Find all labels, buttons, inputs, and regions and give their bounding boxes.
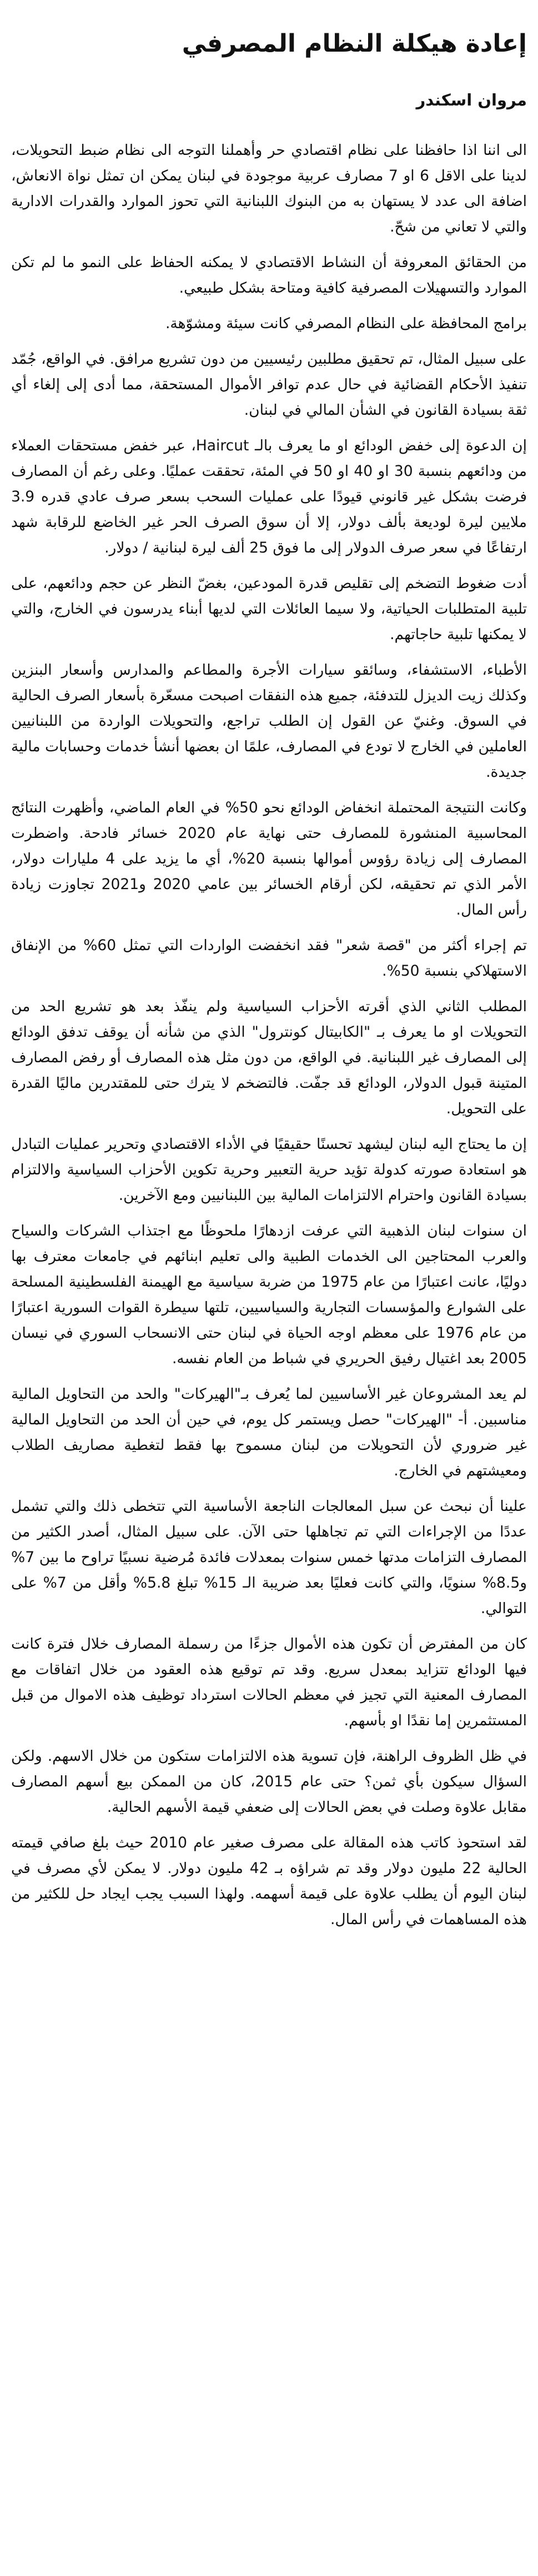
- article-paragraph: علينا أن نبحث عن سبل المعالجات الناجعة الأساسية التي تتخطى ذلك والتي تشمل عددًا من الإجراءات التي تم تجاهلها حتى الآن. على سبيل المثال، أصدر الكثير من المصارف التزامات مدتها خمس سنوات بمعدلات فائدة مُرضية نسبيًا تراوح ما بين 7% و8.5% سنويًا، والتي كانت فعليًا بعد ضريبة الـ 15% تبلغ 5.8% وأقل من 7% على التوالي.: [11, 1498, 527, 1617]
- article-paragraph: إن ما يحتاج اليه لبنان ليشهد تحسنًا حقيقيًا في الأداء الاقتصادي وتحرير عمليات التبادل هو استعادة صورته كدولة تؤيد حرية التعبير وحرية تكوين الأحزاب السياسية والالتزام بسيادة القانون واحترام الالتزامات المالية بين اللبنانيين ومع الآخرين.: [11, 1136, 527, 1204]
- article-paragraph: لم يعد المشروعان غير الأساسيين لما يُعرف بـ"الهيركات" والحد من التحاويل المالية مناسبين. أ- "الهيركات" حصل ويستمر كل يوم، في حين أن الحد من التحاويل المالية غير ضروري لأن التحويلات من لبنان مسموح بها فقط لتغطية مصاريف الطلاب ومعيشتهم في الخارج.: [11, 1385, 527, 1479]
- article-title: إعادة هيكلة النظام المصرفي: [182, 29, 527, 58]
- article-author: مروان اسكندر: [416, 91, 527, 109]
- article-paragraph: لقد استحوذ كاتب هذه المقالة على مصرف صغير عام 2010 حيث بلغ صافي قيمته الحالية 22 مليون دولار وقد تم شراؤه بـ 42 مليون دولار. لا يمكن لأي مصرف في لبنان اليوم أن يطلب علاوة على قيمة أسهمه. ولهذا السبب يجب ايجاد حل للكثير من هذه المساهمات في رأس المال.: [11, 1834, 527, 1928]
- article-paragraph: ان سنوات لبنان الذهبية التي عرفت ازدهارًا ملحوظًا مع اجتذاب الشركات والسياح والعرب المحتاجين الى الخدمات الطبية والى تعليم ابنائهم في جامعات معترف بها دوليًا، عانت اعتبارًا من عام 1975 من ضربة سياسية مع الهيمنة الفلسطينية المسلحة على الشوارع والمؤسسات التجارية والسياسيين، تلتها سيطرة القوات السورية اعتبارًا من عام 1976 على معظم اوجه الحياة في لبنان حتى الانسحاب السوري في نيسان 2005 بعد اغتيال رفيق الحريري في شباط من العام نفسه.: [11, 1222, 527, 1367]
- article-paragraph: إن الدعوة إلى خفض الودائع او ما يعرف بالـ Haircut، عبر خفض مستحقات العملاء من ودائعهم بنسبة 30 او 40 او 50 في المئة، تحققت عمليًا. وعلى رغم أن المصارف فرضت بشكل غير قانوني قيودًا على عمليات السحب بسعر صرف عادي قدره 3.9 ملايين ليرة لوديعة بألف دولار، إلا أن سوق الصرف الحر غير الخاضع للرقابة شهد ارتفاعًا في سعر صرف الدولار إلى ما فوق 25 ألف ليرة لبنانية / دولار.: [11, 437, 527, 556]
- article-paragraph: وكانت النتيجة المحتملة انخفاض الودائع نحو 50% في العام الماضي، وأظهرت النتائج المحاسبية المنشورة للمصارف حتى نهاية عام 2020 خسائر فادحة. واضطرت المصارف إلى زيادة رؤوس أموالها بنسبة 20%، أي ما يزيد على 4 مليارات دولار، الأمر الذي تم تحقيقه، لكن أرقام الخسائر بين عامي 2020 و2021 تجاوزت زيادة رأس المال.: [11, 799, 527, 918]
- article-paragraph: في ظل الظروف الراهنة، فإن تسوية هذه الالتزامات ستكون من خلال الاسهم. ولكن السؤال سيكون بأي ثمن؟ حتى عام 2015، كان من الممكن بيع أسهم المصارف مقابل علاوة وصلت في بعض الحالات إلى ضعفي قيمة الأسهم الحالية.: [11, 1748, 527, 1816]
- article-paragraph: كان من المفترض أن تكون هذه الأموال جزءًا من رسملة المصارف خلال فترة كانت فيها الودائع تتزايد بمعدل سريع. وقد تم توقيع هذه العقود من خلال اتفاقات مع المصارف المعنية التي تجيز في معظم الحالات استرداد توظيف هذه الاموال من قبل المستثمرين إما نقدًا او بأسهم.: [11, 1635, 527, 1729]
- article-paragraph: على سبيل المثال، تم تحقيق مطلبين رئيسيين من دون تشريع مرافق. في الواقع، جُمّد تنفيذ الأحكام القضائية في حال عدم توافر الأموال المستحقة، مما أدى إلى إلغاء أي ثقة بسيادة القانون في الشأن المالي في لبنان.: [11, 350, 527, 419]
- article-paragraph: أدت ضغوط التضخم إلى تقليص قدرة المودعين، بغضّ النظر عن حجم ودائعهم، على تلبية المتطلبات الحياتية، ولا سيما العائلات التي لديها أبناء يدرسون في الخارج، والتي لا يمكنها تلبية حاجاتهم.: [11, 575, 527, 643]
- article-body: [11, 138, 527, 1932]
- article-paragraph: الأطباء، الاستشفاء، وسائقو سيارات الأجرة والمطاعم والمدارس وأسعار البنزين وكذلك زيت الديزل للتدفئة، جميع هذه النفقات اصبحت مسعّرة بأسعار الصرف الحالية في السوق. وغنيّ عن القول إن الطلب تراجع، والتحويلات الواردة من اللبنانيين العاملين في الخارج لا تودع في المصارف، علمًا ان بعضها أنشأ خدمات وحسابات مالية جديدة.: [11, 661, 527, 781]
- article-paragraph: المطلب الثاني الذي أقرته الأحزاب السياسية ولم ينفّذ بعد هو تشريع الحد من التحويلات او ما يعرف بـ "الكابيتال كونترول" الذي من شأنه أن يوقف تدفق الودائع إلى المصارف غير اللبنانية. في الواقع، من دون مثل هذه المصارف أو رفض المصارف المتينة قبول الدولار، الودائع قد جفّت. فالتضخم لا يترك حتى للمقتدرين ماليًا القدرة على التحويل.: [11, 998, 527, 1117]
- article-paragraph: تم إجراء أكثر من "قصة شعر" فقد انخفضت الواردات التي تمثل 60% من الإنفاق الاستهلاكي بنسبة 50%.: [11, 937, 527, 980]
- article-paragraph: من الحقائق المعروفة أن النشاط الاقتصادي لا يمكنه الحفاظ على النمو ما لم تكن الموارد والتسهيلات المصرفية كافية ومتاحة بشكل طبيعي.: [11, 254, 527, 297]
- article-paragraph: برامج المحافظة على النظام المصرفي كانت سيئة ومشوّهة.: [165, 315, 527, 332]
- article-paragraph: الى اننا اذا حافظنا على نظام اقتصادي حر وأهملنا التوجه الى نظام ضبط التحويلات، لدينا على الاقل 6 او 7 مصارف عربية موجودة في لبنان يمكن ان تمثل نواة الانعاش، اضافة الى عدد لا يستهان به من البنوك اللبنانية التي تحوز الموارد والقدرات الادارية والتي لا تعاني من شحّ.: [11, 142, 527, 235]
